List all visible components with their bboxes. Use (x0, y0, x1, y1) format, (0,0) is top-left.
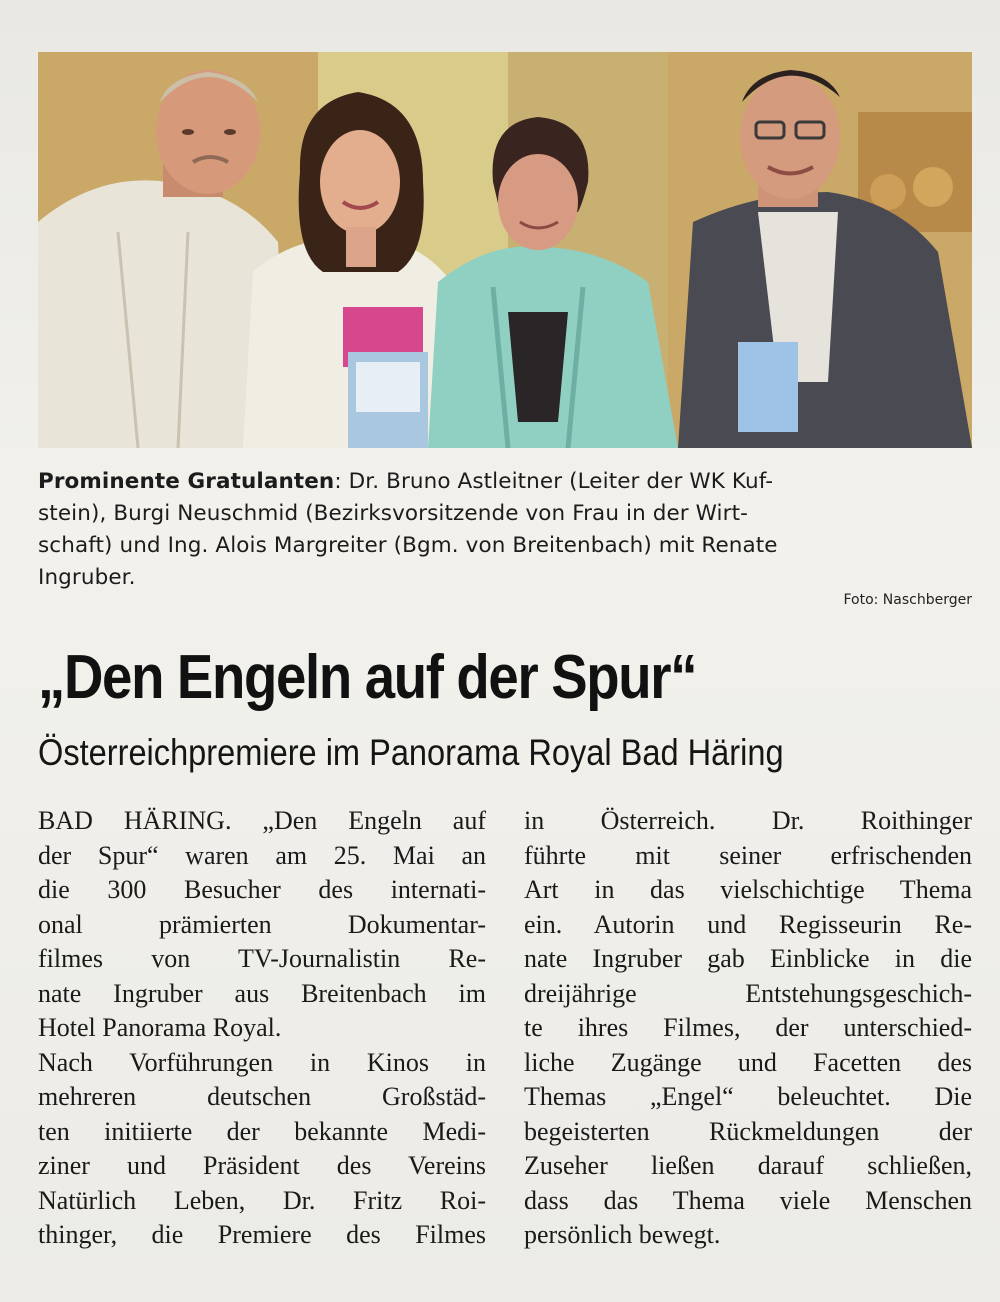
body-line: Zuseher ließen darauf schließen, (524, 1151, 972, 1180)
group-photo (38, 52, 972, 448)
body-line: te ihres Filmes, der unterschied- (524, 1013, 972, 1042)
caption-line: : Dr. Bruno Astleitner (Leiter der WK Kuf- (334, 469, 774, 494)
caption-line: Ingruber. (38, 565, 136, 590)
body-line: onal prämierten Dokumentar- (38, 909, 486, 939)
article-column-right (524, 804, 972, 1253)
article-subheadline: Österreichpremiere im Panorama Royal Bad Häring (38, 732, 784, 773)
body-line: dreijährige Entstehungsgeschich- (524, 978, 972, 1008)
body-line: Nach Vorführungen in Kinos in (38, 1047, 486, 1077)
body-line: Hotel Panorama Royal. (38, 1013, 282, 1042)
body-line: Art in das vielschichtige Thema (524, 875, 972, 904)
body-line: der Spur“ waren am 25. Mai an (38, 840, 486, 870)
body-line: ein. Autorin und Regisseurin Re- (524, 909, 972, 939)
body-line: liche Zugänge und Facetten des (524, 1047, 972, 1077)
body-line: persönlich bewegt. (524, 1220, 721, 1249)
body-line: führte mit seiner erfrischenden (524, 840, 972, 870)
body-line: die 300 Besucher des internati- (38, 875, 486, 904)
body-line: dass das Thema viele Menschen (524, 1185, 972, 1215)
photo-credit: Foto: Naschberger (843, 592, 972, 608)
caption-lead: Prominente Gratulanten (38, 469, 335, 494)
body-line: in Österreich. Dr. Roithinger (524, 806, 972, 835)
body-line: filmes von TV-Journalistin Re- (38, 944, 486, 973)
body-line: ziner und Präsident des Vereins (38, 1151, 486, 1180)
body-line: begeisterten Rückmeldungen der (524, 1116, 972, 1146)
body-line: nate Ingruber aus Breitenbach im (38, 978, 486, 1008)
caption-line: stein), Burgi Neuschmid (Bezirksvorsitzende von Frau in der Wirt- (38, 501, 748, 526)
photo-caption (38, 466, 972, 594)
article-column-left (38, 804, 486, 1253)
caption-line: schaft) und Ing. Alois Margreiter (Bgm. von Breitenbach) mit Renate (38, 533, 778, 558)
body-line: nate Ingruber gab Einblicke in die (524, 944, 972, 973)
body-line: thinger, die Premiere des Filmes (38, 1220, 486, 1249)
body-line: Themas „Engel“ beleuchtet. Die (524, 1082, 972, 1111)
body-line: ten initiierte der bekannte Medi- (38, 1116, 486, 1146)
body-line: Natürlich Leben, Dr. Fritz Roi- (38, 1185, 486, 1215)
body-line: BAD HÄRING. „Den Engeln auf (38, 806, 486, 835)
article-headline: „Den Engeln auf der Spur“ (38, 643, 697, 712)
body-line: mehreren deutschen Großstäd- (38, 1082, 486, 1111)
